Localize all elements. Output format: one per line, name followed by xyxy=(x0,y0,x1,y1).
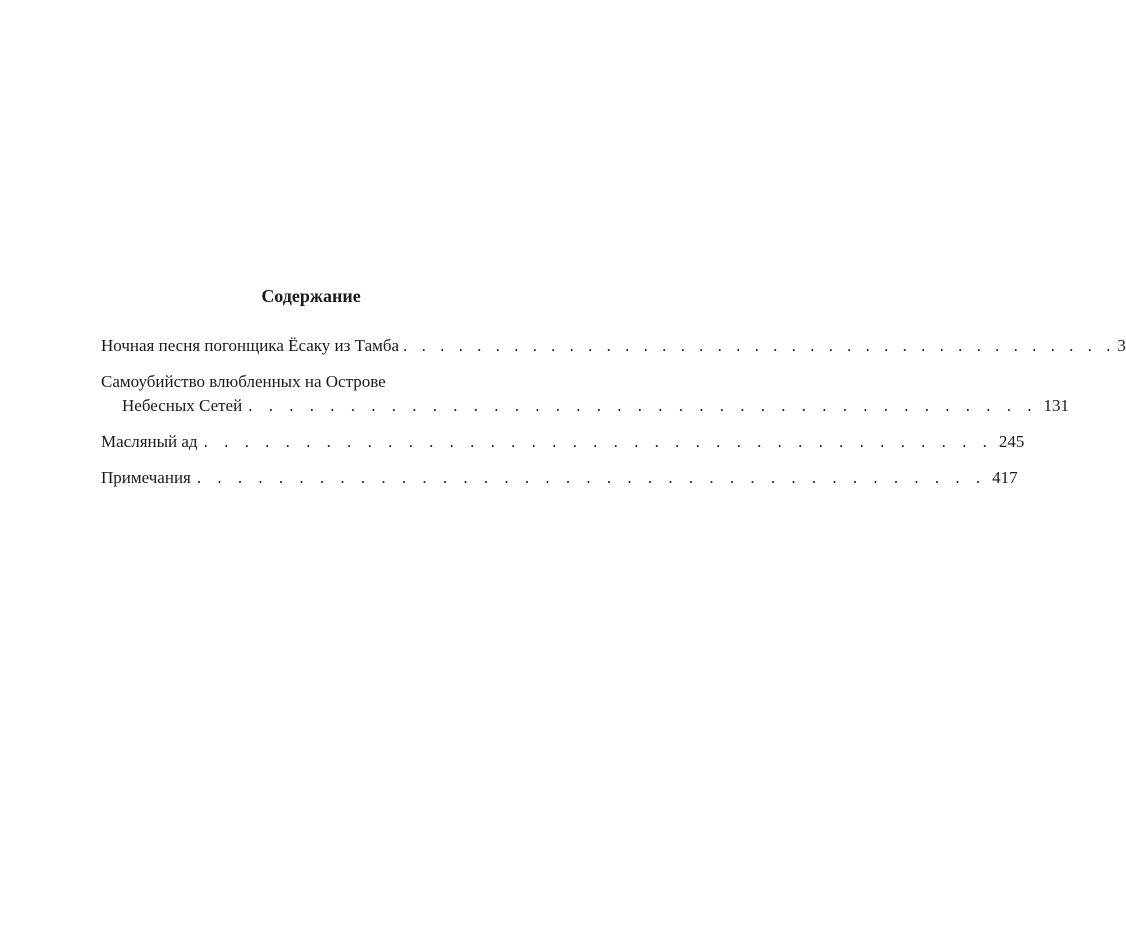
toc-entry-title-continued: Небесных Сетей xyxy=(122,396,243,415)
dot-leader: . . . . . . . . . . . . . . . . . . . . . . . . . . . . . . . . . . . . . . . xyxy=(196,468,987,487)
toc-entry xyxy=(101,430,1025,454)
dot-leader: . . . . . . . . . . . . . . . . . . . . . . . . . . . . . . . . . . . . . . . xyxy=(248,396,1038,415)
dot-leader: . . . . . . . . . . . . . . . . . . . . . . . . . . . . . . . . . . . . . . . xyxy=(203,432,993,451)
toc-page-number: 131 xyxy=(1043,396,1069,415)
toc-page-number: 417 xyxy=(992,468,1018,487)
toc-entry-title: Масляный ад xyxy=(101,432,198,451)
toc-entry-title: Самоубийство влюбленных на Острове xyxy=(101,372,386,391)
toc-title: Содержание xyxy=(261,286,361,306)
toc-entry xyxy=(101,334,1126,358)
toc-entry-title: Ночная песня погонщика Ёсаку из Тамба xyxy=(101,336,400,355)
dot-leader: . . . . . . . . . . . . . . . . . . . . . . . . . . . . . . . . . . . . . . . xyxy=(403,336,1116,355)
toc-page-number: 245 xyxy=(998,432,1025,451)
table-of-contents xyxy=(101,282,1126,502)
toc-entry-title: Примечания xyxy=(101,468,191,487)
toc-entry xyxy=(101,370,1069,418)
toc-entry xyxy=(101,466,1018,490)
toc-page-number: 3 xyxy=(1117,336,1126,355)
